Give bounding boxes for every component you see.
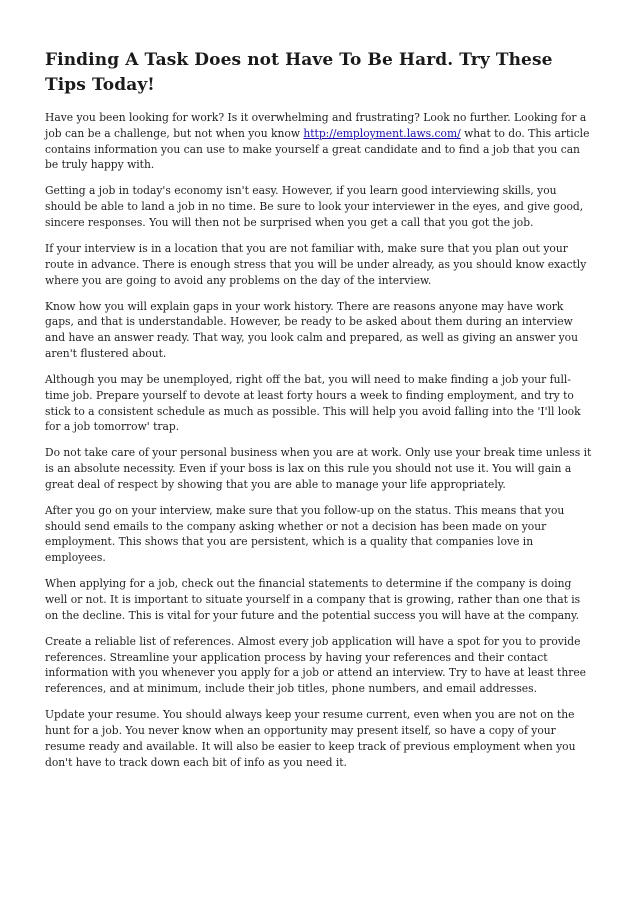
article-title: Finding A Task Does not Have To Be Hard. Try These Tips Today! <box>45 50 553 95</box>
intro-paragraph <box>45 110 595 173</box>
paragraph-work-gaps: Know how you will explain gaps in your work history. There are reasons anyone may have work gaps, and that is understandable. However, be ready to be asked about them during an interview and have an answer ready. That way, you look calm and prepared, as well as giving an answer you aren't flustered about. <box>45 299 578 360</box>
paragraph-interview-skills: Getting a job in today's economy isn't easy. However, if you learn good interviewing skills, you should be able to land a job in no time. Be sure to look your interviewer in the eyes, and give good, sincere responses. You will then not be surprised when you get a call that you got the job. <box>45 184 584 229</box>
employment-laws-link[interactable]: http://employment.laws.com/ <box>303 126 461 140</box>
intro-text-after-link: what to do. This article contains information you can use to make yourself a great candidate and to find a job that you can be truly happy with. <box>45 126 590 172</box>
paragraph-update-resume: Update your resume. You should always keep your resume current, even when you are not on the hunt for a job. You never know when an opportunity may present itself, so have a copy of your resume ready and available. It will also be easier to keep track of previous employment when you don't have to track down each bit of info as you need it. <box>45 708 576 769</box>
paragraph-personal-business: Do not take care of your personal business when you are at work. Only use your break time unless it is an absolute necessity. Even if your boss is lax on this rule you should not use it. You will gain a great deal of respect by showing that you are able to manage your life appropriately. <box>45 446 592 491</box>
paragraph-full-time-search: Although you may be unemployed, right off the bat, you will need to make finding a job your full-time job. Prepare yourself to devote at least forty hours a week to finding employment, and try to stick to a consistent schedule as much as possible. This will help you avoid falling into the 'I'll look for a job tomorrow' trap. <box>45 372 581 434</box>
paragraph-references: Create a reliable list of references. Almost every job application will have a spot for you to provide references. Streamline your application process by having your references and their contact information with you whenever you apply for a job or attend an interview. Try to have at least three references, and at minimum, include their job titles, phone numbers, and email addresses. <box>45 634 586 696</box>
document-page <box>45 48 595 781</box>
intro-text-before-link: Have you been looking for work? Is it overwhelming and frustrating? Look no further. Looking for a job can be a challenge, but not when you know <box>45 111 587 140</box>
paragraph-follow-up: After you go on your interview, make sure that you follow-up on the status. This means that you should send emails to the company asking whether or not a decision has been made on your employment. This shows that you are persistent, which is a quality that companies love in employees. <box>45 503 565 565</box>
paragraph-plan-route: If your interview is in a location that you are not familiar with, make sure that you plan out your route in advance. There is enough stress that you will be under already, as you should know exactly where you are going to avoid any problems on the day of the interview. <box>45 241 587 287</box>
paragraph-financial-statements: When applying for a job, check out the financial statements to determine if the company is doing well or not. It is important to situate yourself in a company that is growing, rather than one that is on the decline. This is vital for your future and the potential success you will have at the company. <box>45 577 581 622</box>
